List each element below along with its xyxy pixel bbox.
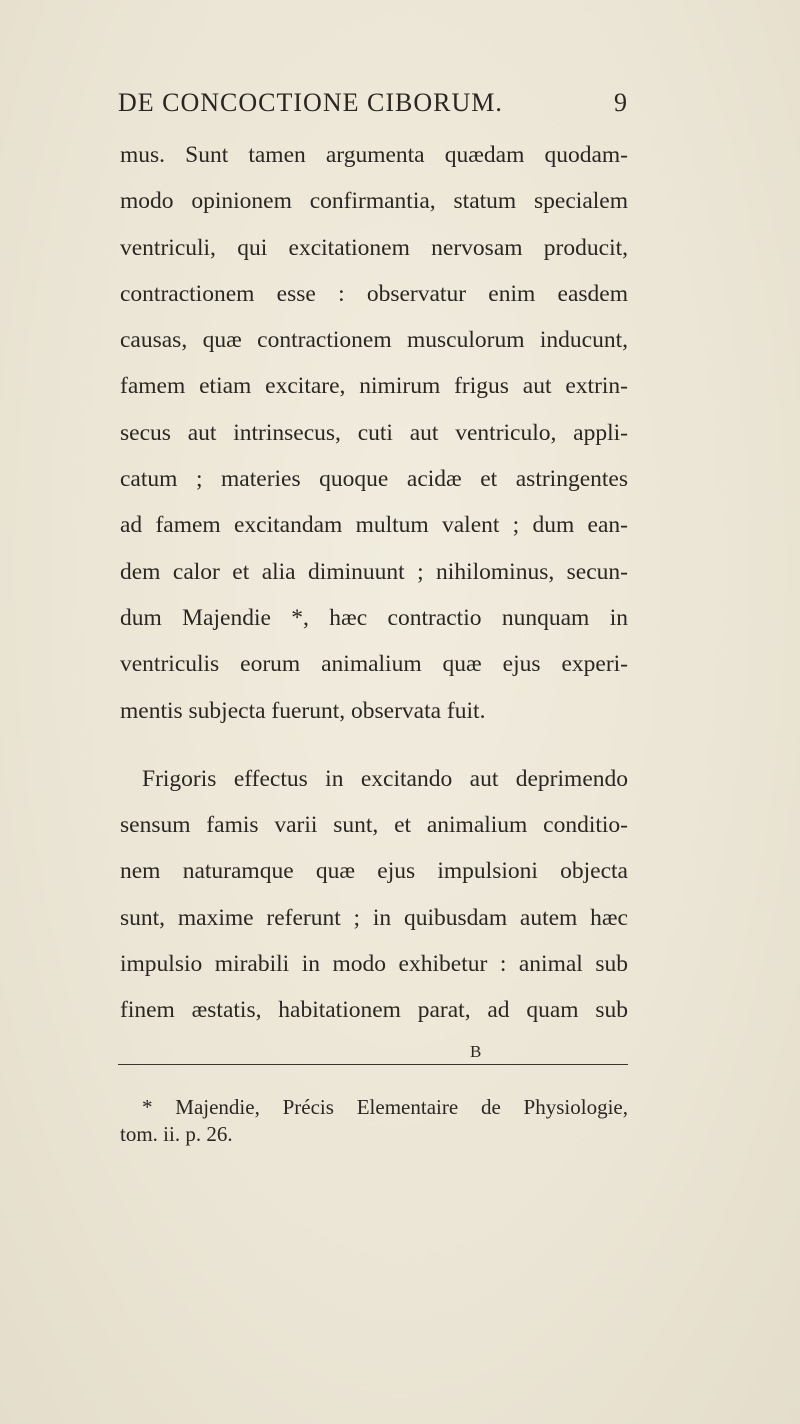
text-line: mentis subjecta fuerunt, observata fuit.: [120, 697, 486, 724]
running-head: [118, 88, 628, 128]
text-line: nem naturamque quæ ejus impulsioni objecta: [120, 858, 628, 885]
footnote-line: * Majendie, Précis Elementaire de Physiologie,: [142, 1095, 628, 1119]
text-line: dem calor et alia diminuunt ; nihilominus, secun-: [120, 558, 628, 585]
text-line: impulsio mirabili in modo exhibetur : animal sub: [120, 951, 628, 978]
text-line: sensum famis varii sunt, et animalium conditio-: [120, 812, 628, 839]
text-line: ad famem excitandam multum valent ; dum ean-: [120, 512, 628, 539]
text-line: ventriculis eorum animalium quæ ejus experi-: [120, 651, 628, 678]
page-number: 9: [614, 88, 628, 117]
paragraph-2: [120, 756, 628, 1034]
signature-mark: B: [470, 1042, 482, 1061]
text-line: causas, quæ contractionem musculorum inducunt,: [120, 327, 628, 354]
footnote: [120, 1094, 628, 1148]
text-line: sunt, maxime referunt ; in quibusdam autem hæc: [120, 904, 628, 931]
text-line: finem æstatis, habitationem parat, ad quam sub: [120, 997, 628, 1024]
footnote-rule: [118, 1064, 628, 1065]
text-line: modo opinionem confirmantia, statum specialem: [120, 188, 628, 215]
text-line: mus. Sunt tamen argumenta quædam quodam-: [120, 142, 628, 168]
text-line: ventriculi, qui excitationem nervosam producit,: [120, 234, 628, 261]
text-line: Frigoris effectus in excitando aut deprimendo: [142, 765, 628, 792]
running-title: DE CONCOCTIONE CIBORUM.: [118, 88, 503, 117]
text-line: contractionem esse : observatur enim easdem: [120, 280, 628, 307]
text-line: catum ; materies quoque acidæ et astringentes: [120, 466, 628, 493]
paragraph-gap: [120, 734, 628, 756]
text-line: secus aut intrinsecus, cuti aut ventriculo, appli-: [120, 419, 628, 446]
footnote-line: tom. ii. p. 26.: [120, 1122, 233, 1146]
body-text: [120, 132, 628, 1034]
paragraph-1: [120, 132, 628, 734]
text-line: famem etiam excitare, nimirum frigus aut extrin-: [120, 373, 628, 400]
text-line: dum Majendie *, hæc contractio nunquam in: [120, 604, 628, 631]
